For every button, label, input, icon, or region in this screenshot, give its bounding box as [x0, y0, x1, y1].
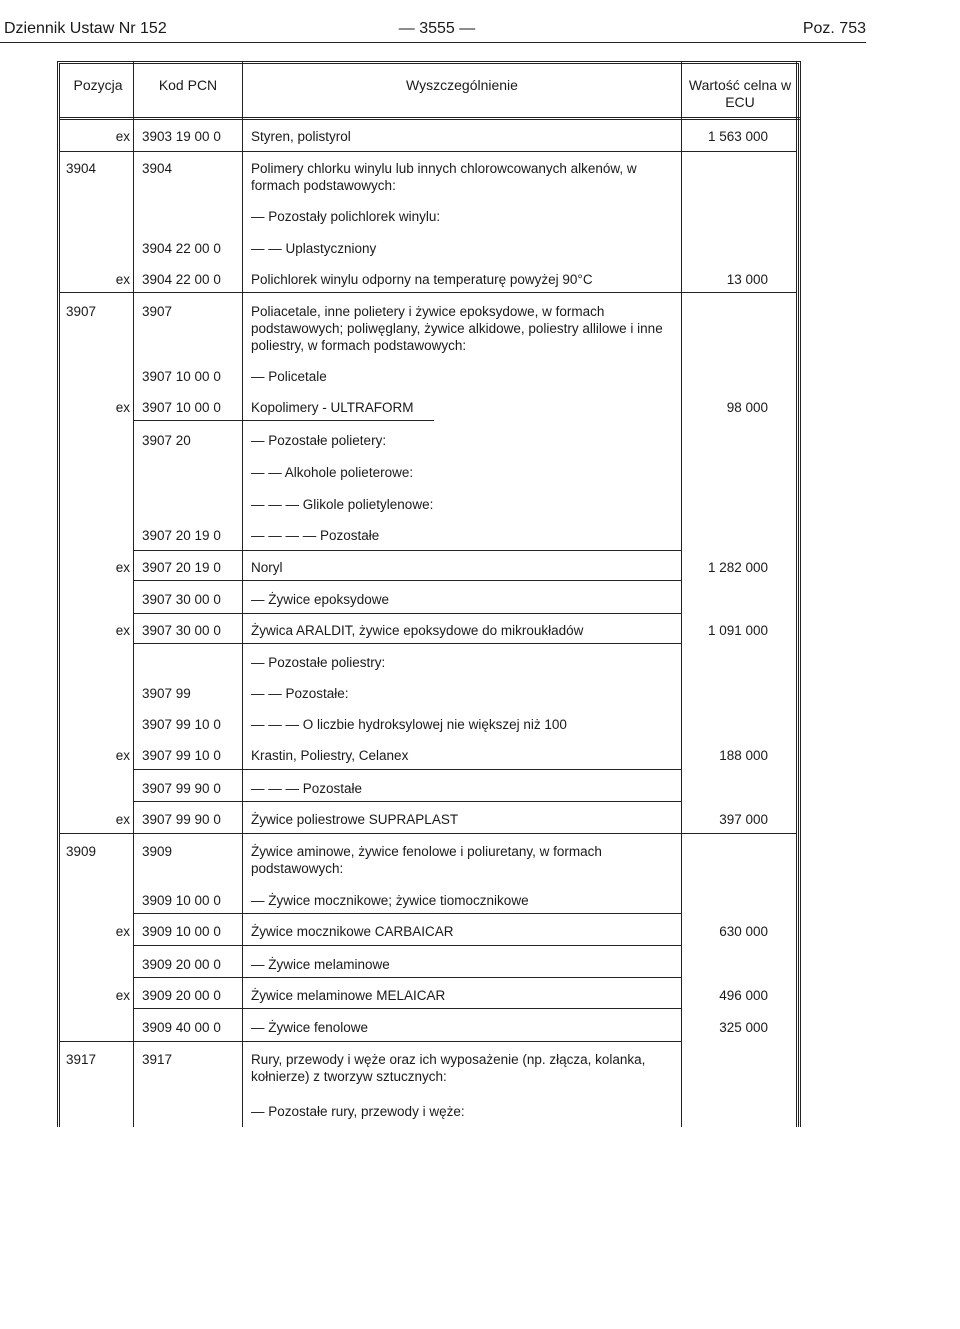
row-ex-marker: ex: [115, 924, 130, 939]
row-ex-marker: ex: [115, 812, 130, 827]
row-separator: [133, 550, 681, 551]
row-description: Poliacetale, inne polietery i żywice epoksydowe, w formach podstawowych; poliwęglany, żywice alkidowe, poliestry allilowe i inne poliestry, w formach podstawowych:: [251, 304, 663, 353]
column-divider: [242, 61, 243, 1127]
row-description: — — Alkohole polieterowe:: [251, 465, 414, 480]
row-kod-pcn: 3907 30 00 0: [142, 592, 221, 607]
row-description: Żywica ARALDIT, żywice epoksydowe do mikroukładów: [251, 623, 584, 638]
row-kod-pcn: 3909 10 00 0: [142, 893, 221, 908]
row-description: — Żywice melaminowe: [251, 957, 390, 972]
row-kod-pcn: 3907 99: [142, 686, 191, 701]
row-description: Polichlorek winylu odporny na temperaturę powyżej 90°C: [251, 272, 593, 287]
row-description: Żywice aminowe, żywice fenolowe i poliuretany, w formach podstawowych:: [251, 844, 602, 876]
row-description: Styren, polistyrol: [251, 129, 351, 144]
position-number: Poz. 753: [802, 20, 866, 37]
row-description: — — — Pozostałe: [251, 781, 363, 796]
row-value: 1 282 000: [707, 560, 768, 575]
row-kod-pcn: 3907: [142, 304, 173, 319]
row-description: — Żywice fenolowe: [251, 1020, 369, 1035]
row-value: 13 000: [726, 272, 768, 287]
row-pozycja: 3909: [66, 844, 97, 859]
row-description: — Pozostałe rury, przewody i węże:: [251, 1104, 465, 1119]
page-number: — 3555 —: [398, 20, 476, 37]
row-description: — Żywice mocznikowe; żywice tiomocznikowe: [251, 893, 529, 908]
row-value: 1 091 000: [707, 623, 768, 638]
header-rule: [0, 42, 866, 43]
header-rule-bottom: [60, 117, 800, 120]
row-separator: [133, 613, 681, 614]
row-description: Kopolimery - ULTRAFORM: [251, 400, 414, 415]
row-separator: [60, 1041, 681, 1042]
row-value: 496 000: [719, 988, 768, 1003]
row-kod-pcn: 3904 22 00 0: [142, 272, 221, 287]
row-description: — Pozostały polichlorek winylu:: [251, 209, 441, 224]
row-separator: [133, 420, 434, 421]
row-description: Żywice mocznikowe CARBAICAR: [251, 924, 454, 939]
row-kod-pcn: 3909 10 00 0: [142, 924, 221, 939]
row-description: — Pozostałe polietery:: [251, 433, 387, 448]
row-separator: [133, 1008, 681, 1009]
row-ex-marker: ex: [115, 400, 130, 415]
row-kod-pcn: 3904: [142, 161, 173, 176]
row-ex-marker: ex: [115, 560, 130, 575]
row-separator: [133, 643, 681, 644]
row-kod-pcn: 3907 99 10 0: [142, 717, 221, 732]
row-kod-pcn: 3909 20 00 0: [142, 957, 221, 972]
column-header-wartosc: Wartość celna w ECU: [688, 77, 792, 110]
row-value: 98 000: [726, 400, 768, 415]
row-kod-pcn: 3907 30 00 0: [142, 623, 221, 638]
row-description: Rury, przewody i węże oraz ich wyposażenie (np. złącza, kolanka, kołnierze) z tworzyw sztucznych:: [251, 1052, 646, 1084]
row-kod-pcn: 3907 10 00 0: [142, 400, 221, 415]
row-kod-pcn: 3909 20 00 0: [142, 988, 221, 1003]
row-description: — Pozostałe poliestry:: [251, 655, 386, 670]
row-description: — — — Glikole polietylenowe:: [251, 497, 434, 512]
column-divider: [681, 61, 682, 1127]
row-description: — — Pozostałe:: [251, 686, 349, 701]
row-kod-pcn: 3907 20 19 0: [142, 528, 221, 543]
row-ex-marker: ex: [115, 748, 130, 763]
row-kod-pcn: 3907 99 10 0: [142, 748, 221, 763]
column-header-pozycja: Pozycja: [73, 77, 123, 93]
row-description: Żywice poliestrowe SUPRAPLAST: [251, 812, 459, 827]
row-description: Noryl: [251, 560, 283, 575]
row-description: Krastin, Poliestry, Celanex: [251, 748, 409, 763]
row-pozycja: 3907: [66, 304, 97, 319]
row-separator: [133, 801, 681, 802]
row-separator: [60, 151, 797, 152]
row-description: — Policetale: [251, 369, 327, 384]
row-kod-pcn: 3903 19 00 0: [142, 129, 221, 144]
row-kod-pcn: 3909 40 00 0: [142, 1020, 221, 1035]
row-ex-marker: ex: [115, 988, 130, 1003]
row-kod-pcn: 3909: [142, 844, 173, 859]
row-ex-marker: ex: [115, 623, 130, 638]
row-value: 630 000: [719, 924, 768, 939]
column-header-opis: Wyszczególnienie: [406, 77, 518, 93]
journal-title: Dziennik Ustaw Nr 152: [4, 20, 167, 37]
row-separator: [133, 977, 681, 978]
row-kod-pcn: 3907 99 90 0: [142, 812, 221, 827]
row-description: — Żywice epoksydowe: [251, 592, 390, 607]
row-description: Polimery chlorku winylu lub innych chlorowcowanych alkenów, w formach podstawowych:: [251, 161, 637, 193]
row-kod-pcn: 3907 10 00 0: [142, 369, 221, 384]
row-description: — — — — Pozostałe: [251, 528, 380, 543]
row-kod-pcn: 3907 20: [142, 433, 191, 448]
row-pozycja: 3917: [66, 1052, 97, 1067]
row-value: 1 563 000: [707, 129, 768, 144]
row-value: 188 000: [719, 748, 768, 763]
row-separator: [133, 580, 681, 581]
row-pozycja: 3904: [66, 161, 97, 176]
row-kod-pcn: 3907 99 90 0: [142, 781, 221, 796]
row-kod-pcn: 3904 22 00 0: [142, 241, 221, 256]
row-separator: [133, 769, 681, 770]
column-header-kod: Kod PCN: [158, 77, 218, 93]
row-description: — — Uplastyczniony: [251, 241, 377, 256]
row-kod-pcn: 3917: [142, 1052, 173, 1067]
row-value: 325 000: [719, 1020, 768, 1035]
row-separator: [133, 945, 681, 946]
row-kod-pcn: 3907 20 19 0: [142, 560, 221, 575]
column-divider: [796, 61, 797, 1127]
row-description: Żywice melaminowe MELAICAR: [251, 988, 446, 1003]
row-separator: [133, 913, 681, 914]
row-value: 397 000: [719, 812, 768, 827]
row-description: — — — O liczbie hydroksylowej nie większej niż 100: [251, 717, 567, 732]
row-ex-marker: ex: [115, 129, 130, 144]
row-separator: [60, 833, 797, 834]
column-divider: [133, 61, 134, 1127]
row-ex-marker: ex: [115, 272, 130, 287]
row-separator: [60, 292, 797, 293]
